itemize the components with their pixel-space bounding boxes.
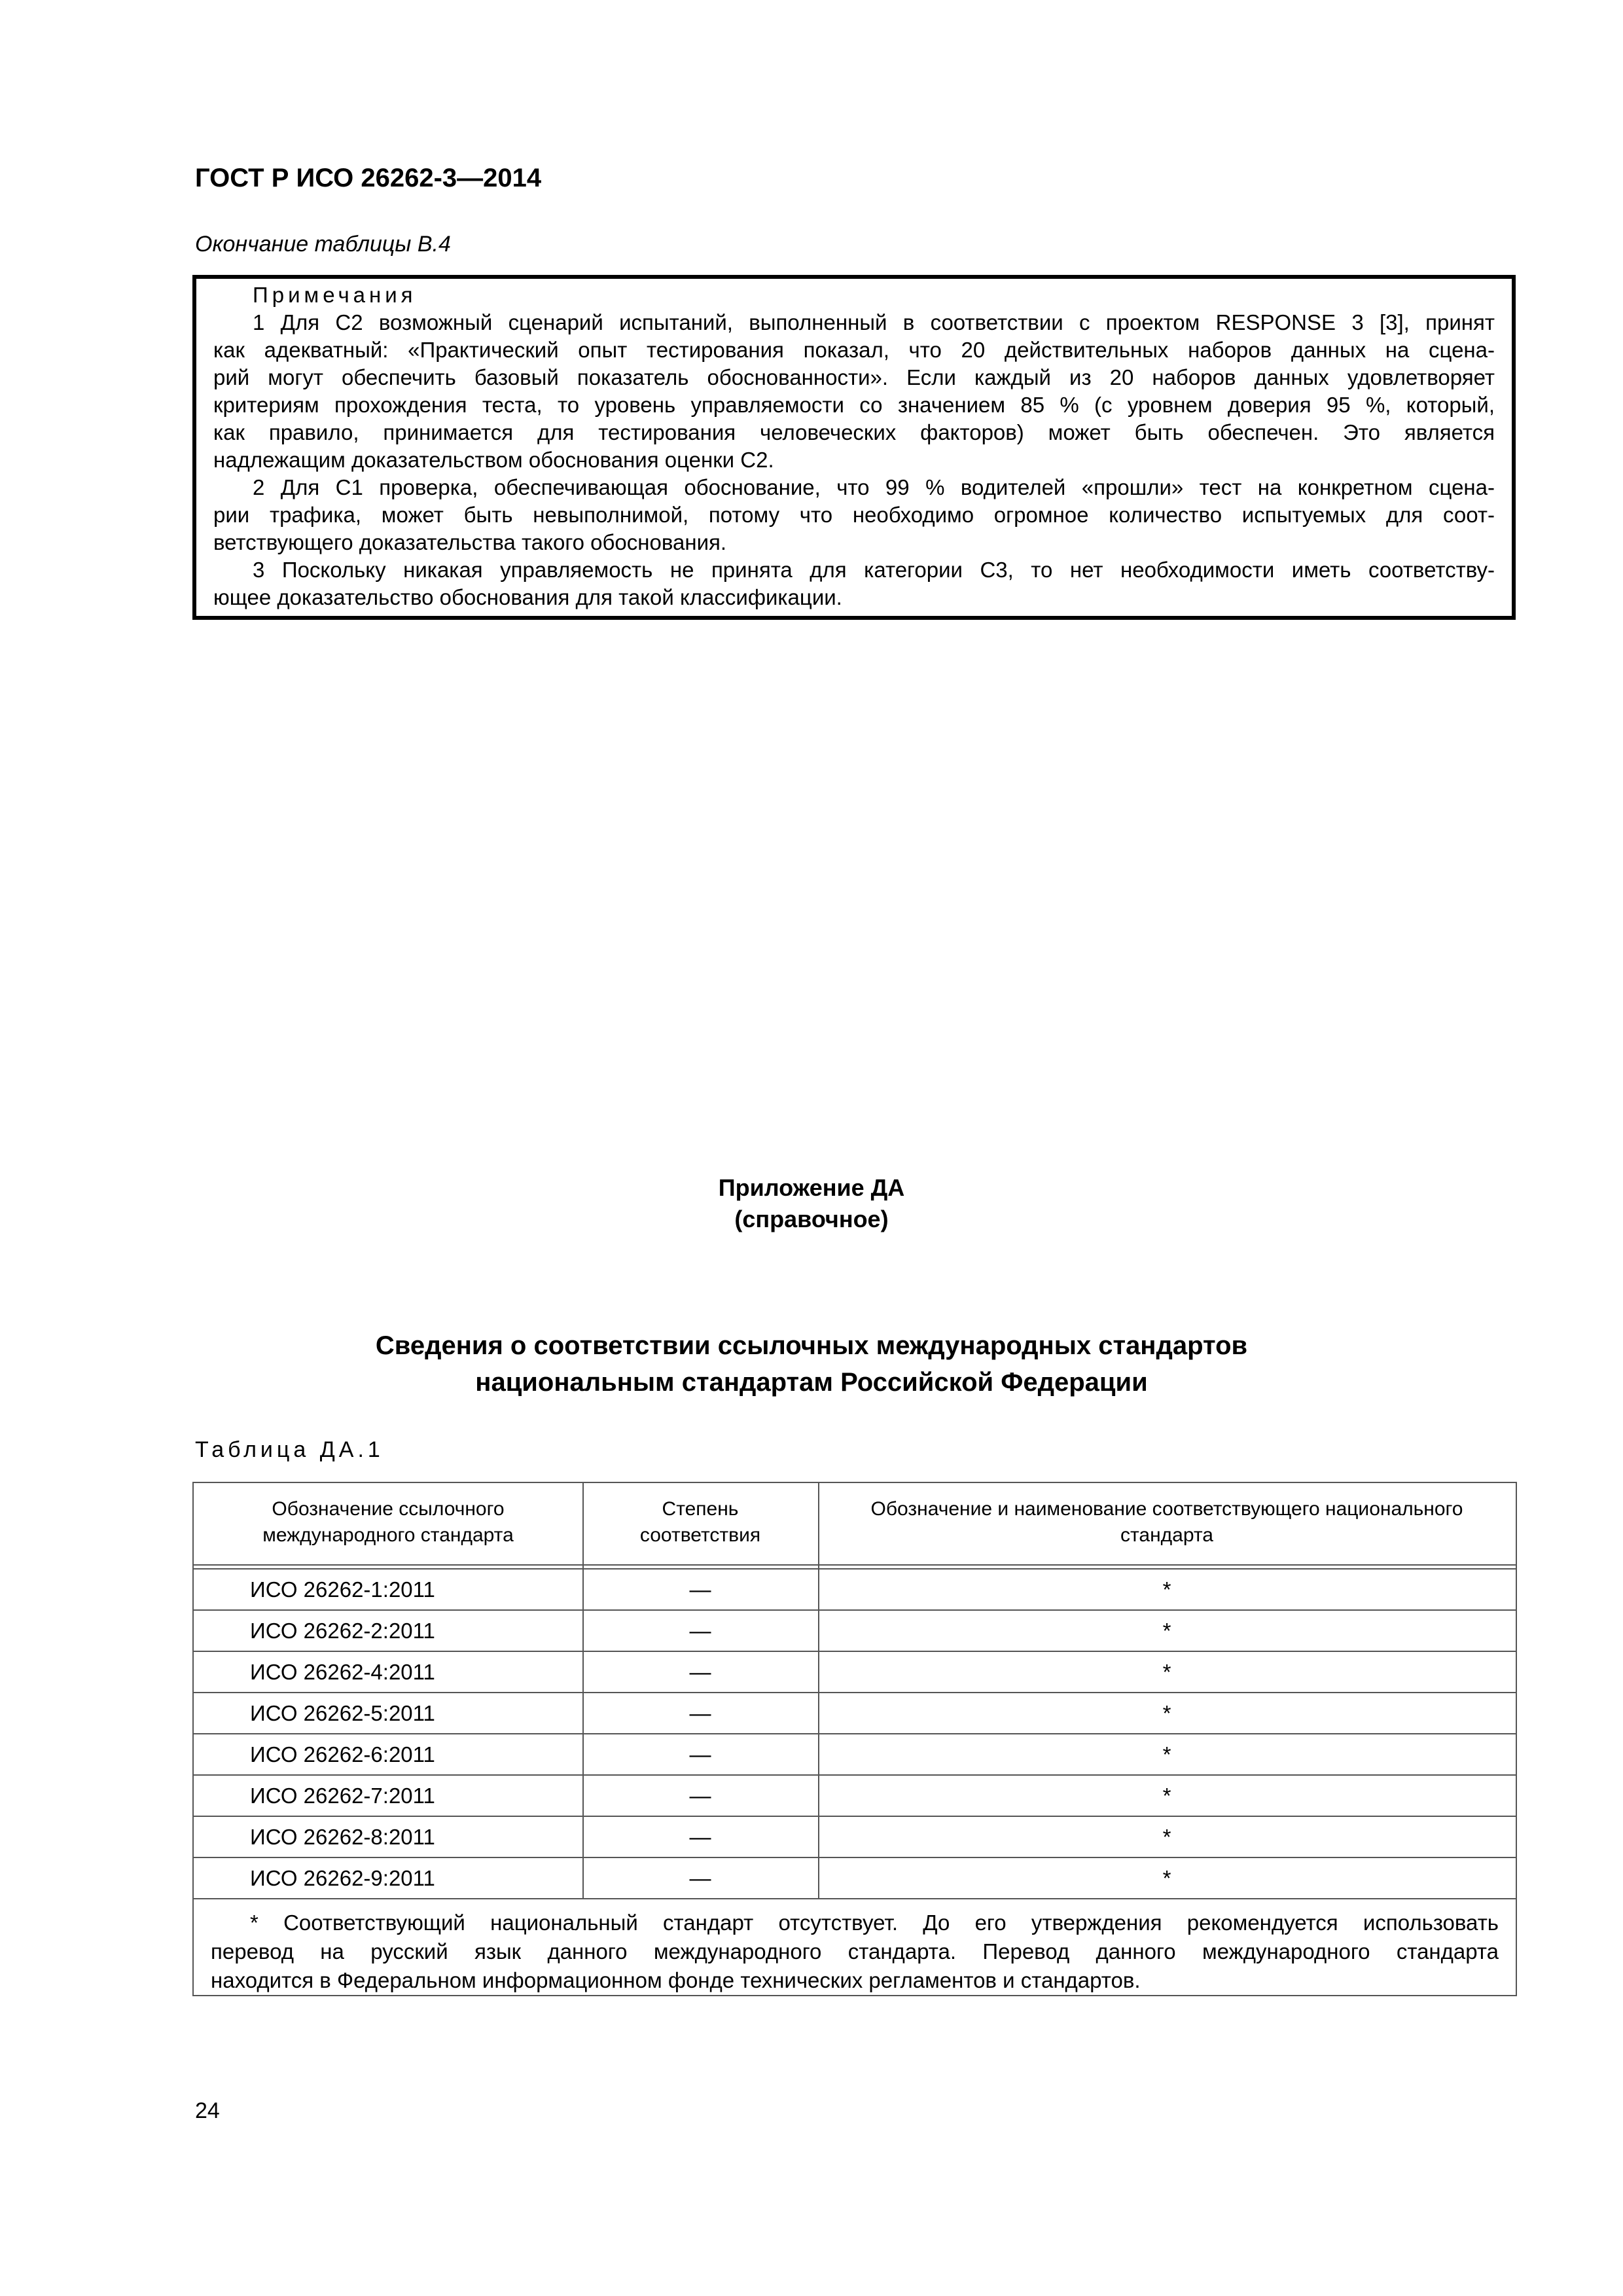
note-line: ющее доказательство обоснования для такой классификации. <box>213 585 842 609</box>
cell-national-standard: * <box>1162 1701 1171 1725</box>
cell-intl-standard: ИСО 26262-2:2011 <box>250 1619 435 1643</box>
correspondence-table <box>192 1482 1517 1996</box>
column-header-intl-standard <box>194 1496 582 1549</box>
cell-degree: — <box>689 1619 711 1643</box>
note-line: 2 Для С1 проверка, обеспечивающая обоснование, что 99 % водителей «прошли» тест на конкретном сцена- <box>253 475 1495 499</box>
header-line: Обозначение и наименование соответствующего национального <box>870 1498 1463 1520</box>
note-line: критериям прохождения теста, то уровень управляемости со значением 85 % (с уровнем доверия 95 %, который, <box>213 393 1495 417</box>
notes-box <box>192 275 1516 620</box>
section-title-line: Сведения о соответствии ссылочных международных стандартов <box>375 1331 1248 1360</box>
section-title-line: национальным стандартам Российской Федерации <box>475 1368 1148 1397</box>
cell-national-standard: * <box>1162 1577 1171 1602</box>
header-line: Обозначение ссылочного <box>272 1498 505 1520</box>
note-line: рий могут обеспечить базовый показатель обоснованности». Если каждый из 20 наборов данных удовлетворяет <box>213 365 1495 389</box>
table-continuation-label: Окончание таблицы В.4 <box>195 232 451 257</box>
note-line: надлежащим доказательством обоснования оценки С2. <box>213 448 774 472</box>
table-caption-text: Таблица ДА.1 <box>195 1437 384 1462</box>
cell-degree: — <box>689 1866 711 1890</box>
cell-degree: — <box>689 1701 711 1725</box>
header-line: соответствия <box>639 1524 761 1546</box>
table-footnote-line: находится в Федеральном информационном фонде технических регламентов и стандартов. <box>211 1968 1141 1992</box>
cell-intl-standard: ИСО 26262-6:2011 <box>250 1742 435 1767</box>
cell-national-standard: * <box>1162 1866 1171 1890</box>
note-line: как правило, принимается для тестирования человеческих факторов) может быть обеспечен. Это является <box>213 420 1495 444</box>
column-header-national-standard <box>818 1496 1516 1549</box>
cell-national-standard: * <box>1162 1742 1171 1767</box>
table-caption <box>195 1437 384 1463</box>
cell-national-standard: * <box>1162 1619 1171 1643</box>
cell-intl-standard: ИСО 26262-9:2011 <box>250 1866 435 1890</box>
header-line: международного стандарта <box>262 1524 514 1546</box>
cell-degree: — <box>689 1825 711 1849</box>
cell-national-standard: * <box>1162 1660 1171 1684</box>
cell-intl-standard: ИСО 26262-4:2011 <box>250 1660 435 1684</box>
column-header-degree <box>582 1496 818 1549</box>
note-line: как адекватный: «Практический опыт тестирования показал, что 20 действительных наборов данных на сцена- <box>213 338 1495 362</box>
cell-degree: — <box>689 1577 711 1602</box>
cell-intl-standard: ИСО 26262-5:2011 <box>250 1701 435 1725</box>
appendix-title: Приложение ДА <box>718 1174 905 1201</box>
table-footnote-line: * Соответствующий национальный стандарт отсутствует. До его утверждения рекомендуется использовать <box>250 1910 1499 1935</box>
header-line: Степень <box>662 1498 739 1520</box>
appendix-subtitle: (справочное) <box>734 1206 889 1232</box>
note-line: 3 Поскольку никакая управляемость не принята для категории С3, то нет необходимости иметь соответству- <box>253 558 1495 582</box>
cell-intl-standard: ИСО 26262-1:2011 <box>250 1577 435 1602</box>
note-line: ветствующего доказательства такого обоснования. <box>213 530 727 554</box>
document-header: ГОСТ Р ИСО 26262-3—2014 <box>195 164 542 192</box>
cell-intl-standard: ИСО 26262-8:2011 <box>250 1825 435 1849</box>
cell-degree: — <box>689 1784 711 1808</box>
header-line: стандарта <box>1120 1524 1213 1546</box>
cell-degree: — <box>689 1742 711 1767</box>
table-footnote-line: перевод на русский язык данного международного стандарта. Перевод данного международного стандарта <box>211 1939 1499 1964</box>
cell-national-standard: * <box>1162 1825 1171 1849</box>
note-line: 1 Для С2 возможный сценарий испытаний, выполненный в соответствии с проектом RESPONSE 3 [3], принят <box>253 310 1495 334</box>
cell-degree: — <box>689 1660 711 1684</box>
page-number: 24 <box>195 2098 220 2123</box>
cell-national-standard: * <box>1162 1784 1171 1808</box>
note-line: рии трафика, может быть невыполнимой, потому что необходимо огромное количество испытуемых для соот- <box>213 503 1495 527</box>
notes-title: Примечания <box>253 283 417 307</box>
cell-intl-standard: ИСО 26262-7:2011 <box>250 1784 435 1808</box>
